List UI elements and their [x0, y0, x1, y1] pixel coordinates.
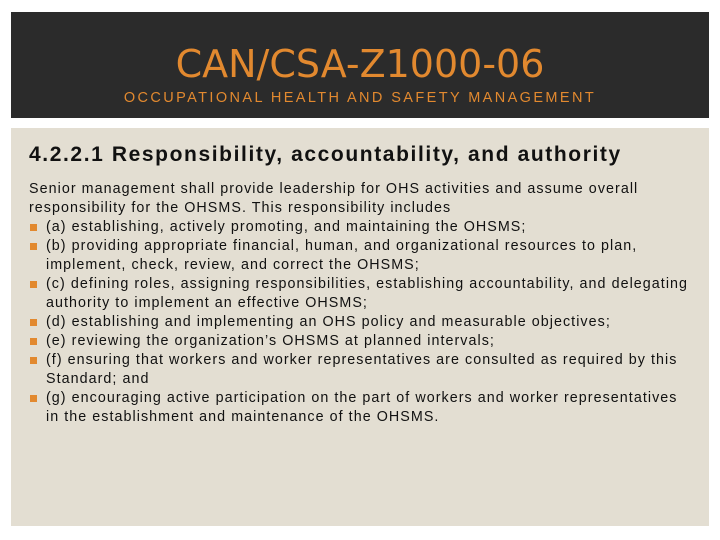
list-item-text: (f) ensuring that workers and worker representatives are consulted as required by this Standard; and — [46, 352, 678, 387]
square-bullet-icon — [30, 243, 37, 250]
responsibility-list — [29, 218, 691, 427]
list-item-text: (a) establishing, actively promoting, and maintaining the OHSMS; — [46, 219, 527, 235]
list-item-text: (c) defining roles, assigning responsibilities, establishing accountability, and delegating authority to implement an effective OHSMS; — [46, 276, 689, 311]
slide-subtitle: OCCUPATIONAL HEALTH AND SAFETY MANAGEMENT — [123, 90, 597, 106]
list-item-text: (b) providing appropriate financial, human, and organizational resources to plan, implement, check, review, and correct the OHSMS; — [46, 238, 638, 273]
list-item — [29, 237, 691, 275]
square-bullet-icon — [30, 319, 37, 326]
list-item-text: (d) establishing and implementing an OHS policy and measurable objectives; — [46, 314, 611, 330]
content-panel — [11, 128, 709, 526]
list-item — [29, 351, 691, 389]
slide-title: CAN/CSA-Z1000-06 — [175, 42, 545, 86]
intro-paragraph: Senior management shall provide leadership for OHS activities and assume overall responsibility for the OHSMS. This responsibility includes — [29, 181, 639, 216]
list-item-text: (e) reviewing the organization’s OHSMS at planned intervals; — [46, 333, 495, 349]
title-banner — [11, 12, 709, 118]
square-bullet-icon — [30, 338, 37, 345]
list-item — [29, 218, 691, 237]
square-bullet-icon — [30, 281, 37, 288]
list-item — [29, 332, 691, 351]
square-bullet-icon — [30, 357, 37, 364]
list-item — [29, 313, 691, 332]
square-bullet-icon — [30, 224, 37, 231]
list-item — [29, 389, 691, 427]
section-heading: 4.2.2.1 Responsibility, accountability, and authority — [29, 143, 622, 166]
list-item-text: (g) encouraging active participation on the part of workers and worker representatives in the establishment and maintenance of the OHSMS. — [46, 390, 678, 425]
square-bullet-icon — [30, 395, 37, 402]
list-item — [29, 275, 691, 313]
